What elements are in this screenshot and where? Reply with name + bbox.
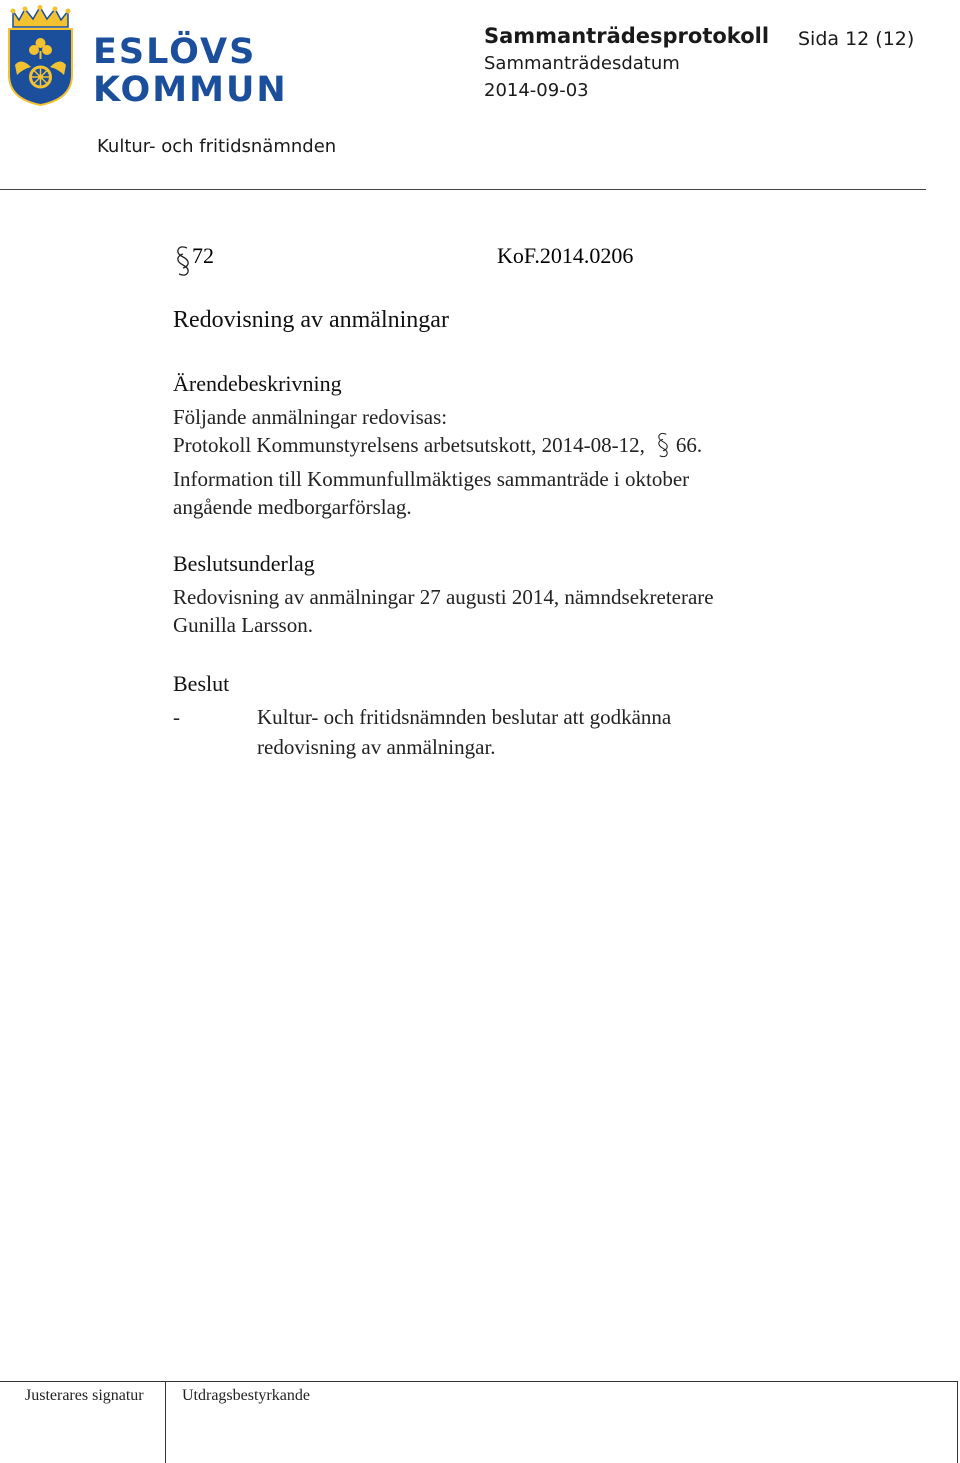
page-number: Sida 12 (12) <box>798 28 915 50</box>
decision-bullet: - <box>173 705 180 729</box>
case-description-text: Protokoll Kommunstyrelsens arbetsutskott, 2014-08-12, <box>173 433 645 457</box>
paragraph-number: 72 <box>192 243 214 268</box>
case-number: KoF.2014.0206 <box>497 243 634 268</box>
case-description-line: Information till Kommunfullmäktiges sammanträde i oktober <box>173 467 690 491</box>
decision-heading: Beslut <box>173 671 230 696</box>
decision-line: Kultur- och fritidsnämnden beslutar att godkänna <box>257 705 672 729</box>
section-sign-icon <box>172 244 194 278</box>
case-description-text: 66. <box>675 433 703 457</box>
case-description-heading: Ärendebeskrivning <box>173 371 342 396</box>
case-description-line: Följande anmälningar redovisas: <box>173 405 448 429</box>
decision-basis-heading: Beslutsunderlag <box>173 551 315 576</box>
footer-divider <box>165 1381 166 1463</box>
extract-certification-label: Utdragsbestyrkande <box>182 1387 310 1404</box>
logo-line-2: KOMMUN <box>93 70 288 110</box>
case-description-line: angående medborgarförslag. <box>173 495 412 519</box>
header-divider <box>0 189 926 190</box>
case-description-line <box>173 431 702 459</box>
meeting-date-label: Sammanträdesdatum <box>484 53 680 74</box>
section-title: Redovisning av anmälningar <box>173 307 449 333</box>
logo-line-1: ESLÖVS <box>93 32 257 72</box>
decision-basis-line: Gunilla Larsson. <box>173 613 313 637</box>
committee-name: Kultur- och fritidsnämnden <box>97 136 337 157</box>
decision-line: redovisning av anmälningar. <box>257 735 496 759</box>
signature-label: Justerares signatur <box>25 1387 144 1404</box>
meeting-date: 2014-09-03 <box>484 80 589 101</box>
decision-basis-line: Redovisning av anmälningar 27 augusti 2014, nämndsekreterare <box>173 585 714 609</box>
logo-wordmark <box>93 33 288 109</box>
section-sign-icon <box>652 431 674 459</box>
document-title: Sammanträdesprotokoll <box>484 24 770 48</box>
eslov-coat-of-arms-icon <box>7 5 74 107</box>
